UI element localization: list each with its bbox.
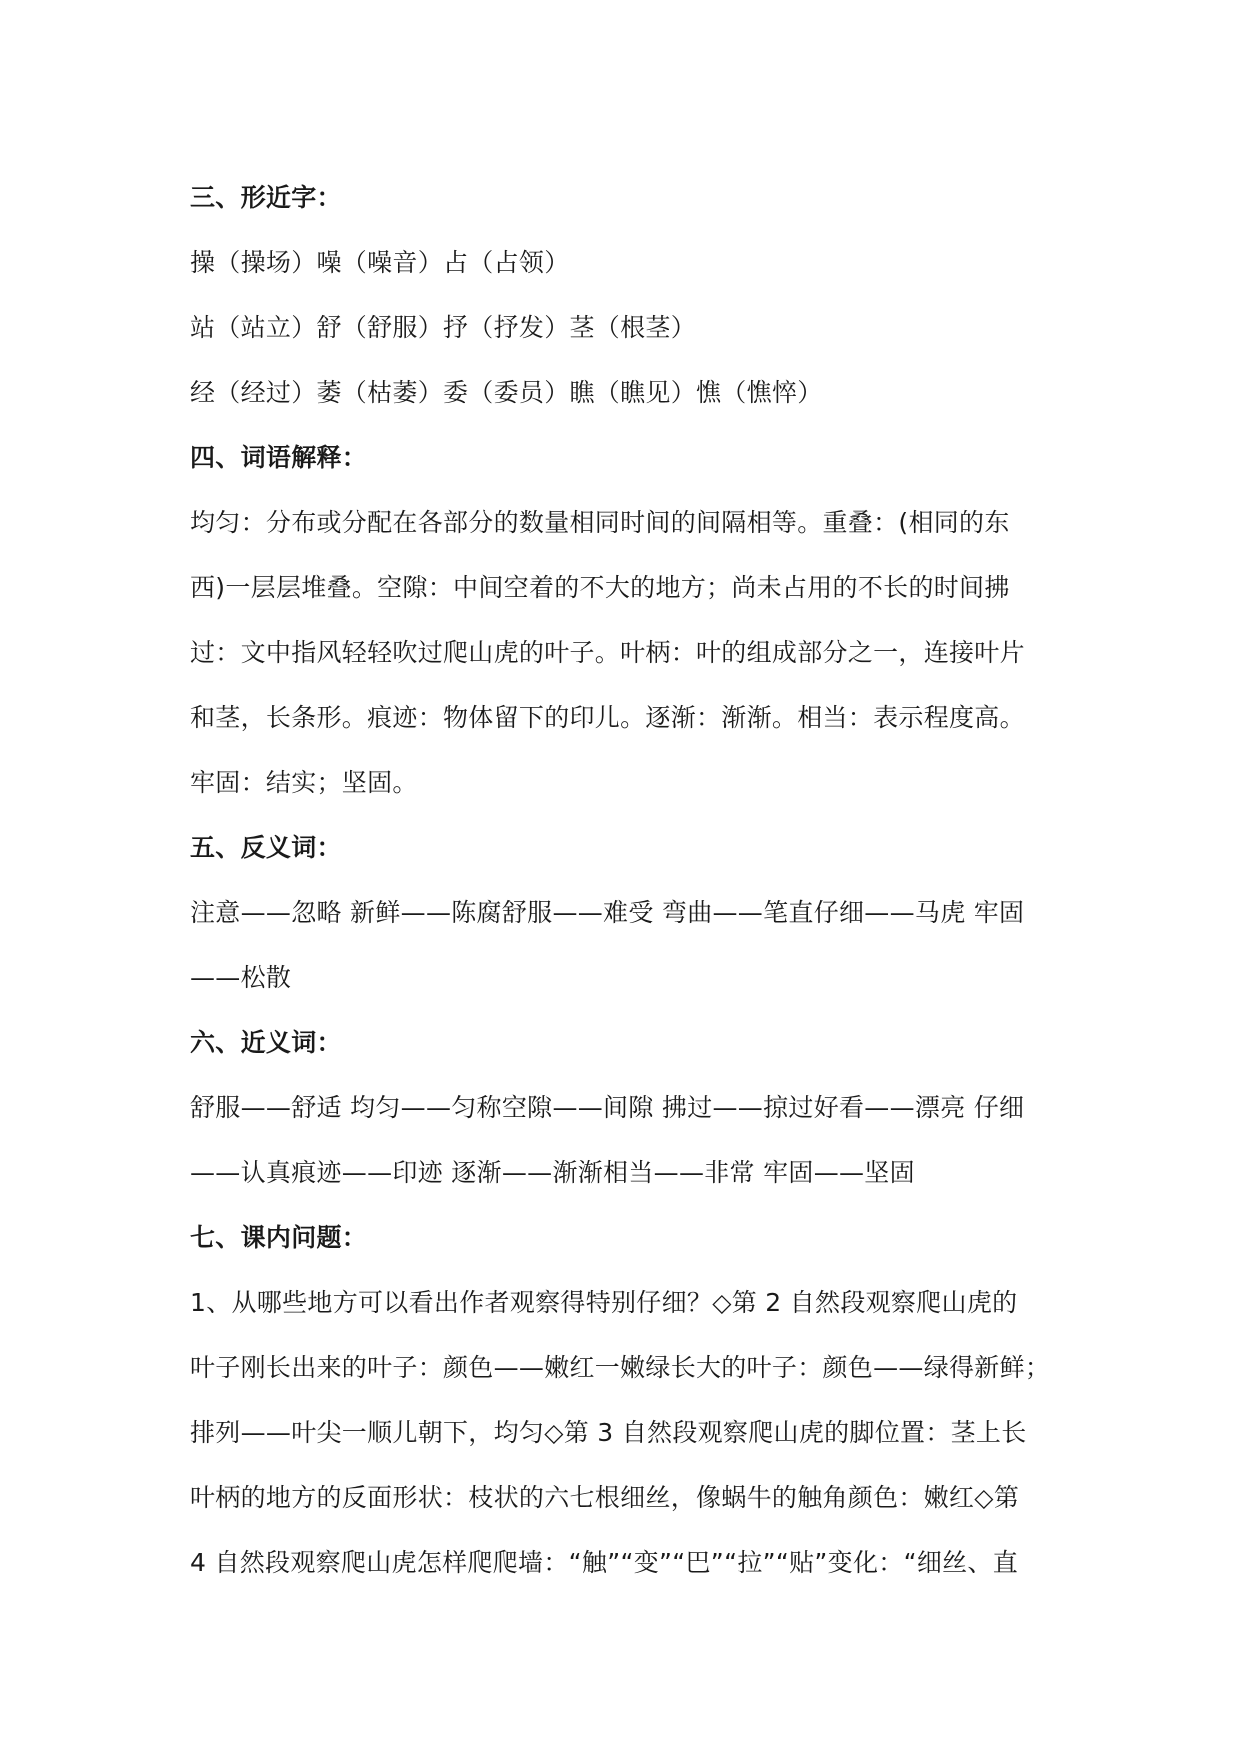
section-heading-antonyms: 五、反义词：	[190, 833, 342, 862]
text-line: 操（操场）噪（噪音）占（占领）	[190, 248, 570, 277]
text-line: 排列——叶尖一顺儿朝下，均匀◇第 3 自然段观察爬山虎的脚位置：茎上长	[190, 1418, 1027, 1447]
text-line: 西)一层层堆叠。空隙：中间空着的不大的地方；尚未占用的不长的时间拂	[190, 573, 1010, 602]
text-line: 1、从哪些地方可以看出作者观察得特别仔细？◇第 2 自然段观察爬山虎的	[190, 1288, 1018, 1317]
text-line: 注意——忽略 新鲜——陈腐舒服——难受 弯曲——笔直仔细——马虎 牢固	[190, 898, 1025, 927]
text-line: 牢固：结实；坚固。	[190, 768, 418, 797]
text-line: 和茎，长条形。痕迹：物体留下的印儿。逐渐：渐渐。相当：表示程度高。	[190, 703, 1025, 732]
text-line: ——认真痕迹——印迹 逐渐——渐渐相当——非常 牢固——坚固	[190, 1158, 915, 1187]
text-line: 叶柄的地方的反面形状：枝状的六七根细丝，像蜗牛的触角颜色：嫩红◇第	[190, 1483, 1020, 1512]
text-line: 过：文中指风轻轻吹过爬山虎的叶子。叶柄：叶的组成部分之一，连接叶片	[190, 638, 1025, 667]
text-line: 叶子刚长出来的叶子：颜色——嫩红一嫩绿长大的叶子：颜色——绿得新鲜；	[190, 1353, 1051, 1382]
text-line: 4 自然段观察爬山虎怎样爬爬墙：“触”“变”“巴”“拉”“贴”变化：“细丝、直	[190, 1548, 1019, 1577]
section-heading-lesson-questions: 七、课内问题：	[190, 1223, 368, 1252]
text-line: 经（经过）萎（枯萎）委（委员）瞧（瞧见）憔（憔悴）	[190, 378, 823, 407]
text-line: 舒服——舒适 均匀——匀称空隙——间隙 拂过——掠过好看——漂亮 仔细	[190, 1093, 1025, 1122]
text-line: 均匀：分布或分配在各部分的数量相同时间的间隔相等。重叠：(相同的东	[190, 508, 1010, 537]
text-line: ——松散	[190, 963, 292, 992]
section-heading-synonyms: 六、近义词：	[190, 1028, 342, 1057]
text-line: 站（站立）舒（舒服）抒（抒发）茎（根茎）	[190, 313, 697, 342]
document-page	[190, 165, 1090, 1595]
section-heading-similar-characters: 三、形近字：	[190, 183, 342, 212]
section-heading-word-explanations: 四、词语解释：	[190, 443, 368, 472]
